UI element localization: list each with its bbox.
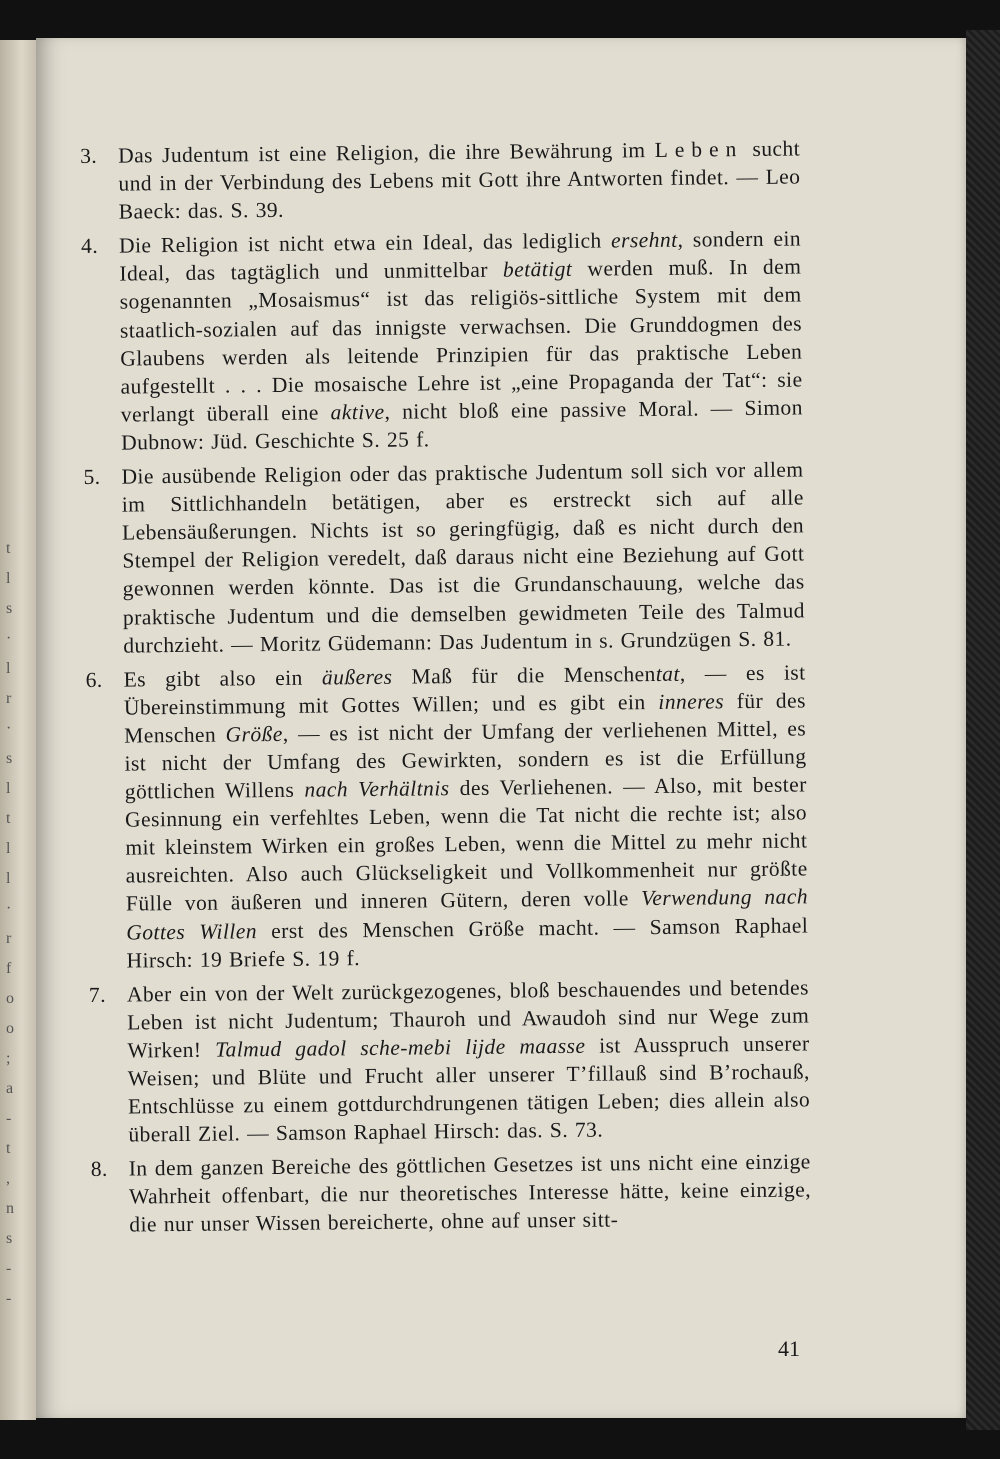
quote-text: Die ausübende Religion oder das praktische Judentum soll sich vor allem im Sittlichhandeln betätigen, aber es erstreckt sich auf alle Lebensäußerungen. Nichts ist so geringfügig, daß es nicht durch den Stempel der Religion veredelt, daß daraus nicht eine Beziehung auf Gott gewonnen werden könnte. Das ist die Grundanschauung, welche das praktische Judentum und die demselben gewidmeten Teile des Talmud durchzieht. — Moritz Güdemann: Das Judentum in s. Grundzügen S. 81. xyxy=(121,457,806,658)
previous-page-fragment: t xyxy=(6,540,11,557)
quote-text: erst des Menschen Größe macht. — Samson Raphael Hirsch: 19 Briefe S. 19 f. xyxy=(126,912,809,973)
previous-page-fragment: - xyxy=(6,1260,12,1277)
quote-text: In dem ganzen Bereiche des göttlichen Gesetzes ist uns nicht eine einzige Wahrheit offenbart, die nur theoretisches Interesse hätte, keine einzige, die nur unser Wissen bereicherte, ohne auf unser sitt- xyxy=(128,1149,812,1238)
previous-page-fragment: t xyxy=(6,810,11,827)
previous-page-fragment: o xyxy=(6,990,14,1007)
previous-page-text-fragments xyxy=(2,40,32,1420)
quotation-list xyxy=(80,134,812,1245)
quote-text: werden muß. In dem sogenannten „Mosaismus“ ist das religiös-sittliche System mit dem staatlich-sozialen auf das innigste verwachsen. Die Grunddogmen des Glaubens werden als leitende Prinzipien für das praktische Leben aufgestellt . . . Die mosaische Lehre ist „eine Propaganda der Tat“: sie verlangt überall eine xyxy=(119,254,803,427)
quote-text: Die Religion ist nicht etwa ein Ideal, das lediglich xyxy=(118,228,612,258)
italic-emphasis: tat xyxy=(655,661,680,686)
previous-page-fragment: a xyxy=(6,1080,14,1097)
quote-number: 7. xyxy=(88,982,107,1007)
quote-number: 8. xyxy=(90,1157,108,1182)
italic-emphasis: Verwendung nach Gottes Willen xyxy=(126,884,809,945)
previous-page-fragment: l xyxy=(6,870,11,887)
previous-page-fragment: - xyxy=(6,1110,12,1127)
italic-emphasis: äußeres xyxy=(321,664,393,690)
quote-number: 3. xyxy=(80,143,98,168)
previous-page-fragment: l xyxy=(6,570,11,587)
quote-number: 5. xyxy=(83,464,101,490)
quote-text: Das Judentum ist eine Religion, die ihre Bewährung im xyxy=(118,137,655,168)
previous-page-fragment: l xyxy=(6,660,11,677)
previous-page-fragment: n xyxy=(6,1200,14,1217)
previous-page-fragment: · xyxy=(6,720,12,737)
quote-text: Maß für die Menschen xyxy=(392,661,656,689)
quote-text: , — es ist nicht der Umfang der verliehenen Mittel, es ist nicht der Umfang des Gewirkten, sondern es ist die Erfüllung göttlichen Willens xyxy=(124,716,807,804)
quote-text: , sondern ein Ideal, das tagtäglich und unmittelbar xyxy=(119,226,802,286)
previous-page-fragment: t xyxy=(6,1140,11,1157)
quote-item xyxy=(83,455,805,659)
quote-item xyxy=(81,225,803,457)
quote-text: sucht und in der Verbindung des Lebens mit Gott ihre Antworten findet. — Leo Baeck: das. S. 39. xyxy=(118,136,801,224)
previous-page-fragment: · xyxy=(6,900,12,917)
italic-emphasis: aktive xyxy=(330,399,385,425)
quote-text: Aber ein von der Welt zurückgezogenes, bloß beschauendes und betendes Leben ist nicht Judentum; Thauroh und Awaudoh sind nur Wege zum Wirken! xyxy=(126,975,810,1063)
book-cover-edge xyxy=(966,30,1000,1430)
previous-page-fragment: s xyxy=(6,750,13,767)
previous-page-edge xyxy=(0,40,36,1420)
italic-emphasis: Größe xyxy=(225,721,283,747)
previous-page-fragment: r xyxy=(6,930,12,947)
quote-text: des Verliehenen. — Also, mit bester Gesinnung ein verfehltes Leben, wenn die Tat nicht die rechte ist; also mit kleinstem Wirken ein großes Leben, wenn die Mittel zu mehr nicht ausreichten. Also auch Glückseligkeit und Vollkommenheit nur größte Fülle von äußeren und inneren Gütern, deren volle xyxy=(124,772,808,916)
previous-page-fragment: , xyxy=(6,1170,10,1187)
previous-page-fragment: l xyxy=(6,840,11,857)
previous-page-fragment: s xyxy=(6,1230,13,1247)
previous-page-fragment: ; xyxy=(6,1050,11,1067)
italic-emphasis: Talmud gadol sche-mebi lijde maasse xyxy=(215,1033,586,1062)
quote-text: , nicht bloß eine passive Moral. — Simon Dubnow: Jüd. Geschichte S. 25 f. xyxy=(121,395,803,455)
previous-page-fragment: r xyxy=(6,690,12,707)
previous-page-fragment: · xyxy=(6,630,12,647)
previous-page-fragment: f xyxy=(6,960,12,977)
previous-page-fragment: s xyxy=(6,600,13,617)
book-page xyxy=(36,38,966,1418)
page-number: 41 xyxy=(778,1336,800,1361)
quote-text: ist Ausspruch unserer Weisen; und Blüte und Frucht aller unserer T’fillauß sind B’rochauß, Entschlüsse zu einem gottdurchdrungenen tätigen Leben; dies allein also überall Ziel. — Samson Raphael Hirsch: das. S. 73. xyxy=(127,1031,811,1147)
italic-emphasis: ersehnt xyxy=(610,228,678,253)
italic-emphasis: nach Verhältnis xyxy=(304,776,450,802)
quote-text: , — es ist Übereinstimmung mit Gottes Willen; und es gibt ein xyxy=(123,660,806,720)
quote-number: 4. xyxy=(80,234,99,259)
italic-emphasis: inneres xyxy=(658,689,725,714)
quote-number: 6. xyxy=(85,667,103,692)
quote-item xyxy=(80,134,801,226)
quote-text: Es gibt also ein xyxy=(123,665,323,692)
previous-page-fragment: l xyxy=(6,780,11,797)
italic-emphasis: betätigt xyxy=(502,257,573,282)
previous-page-fragment: o xyxy=(6,1020,14,1037)
quote-item xyxy=(85,658,808,975)
quote-item xyxy=(91,1148,812,1240)
quote-item xyxy=(89,973,811,1149)
previous-page-fragment: - xyxy=(6,1290,12,1307)
quote-text: für des Menschen xyxy=(124,688,806,748)
spaced-emphasis: Leben xyxy=(654,137,744,162)
